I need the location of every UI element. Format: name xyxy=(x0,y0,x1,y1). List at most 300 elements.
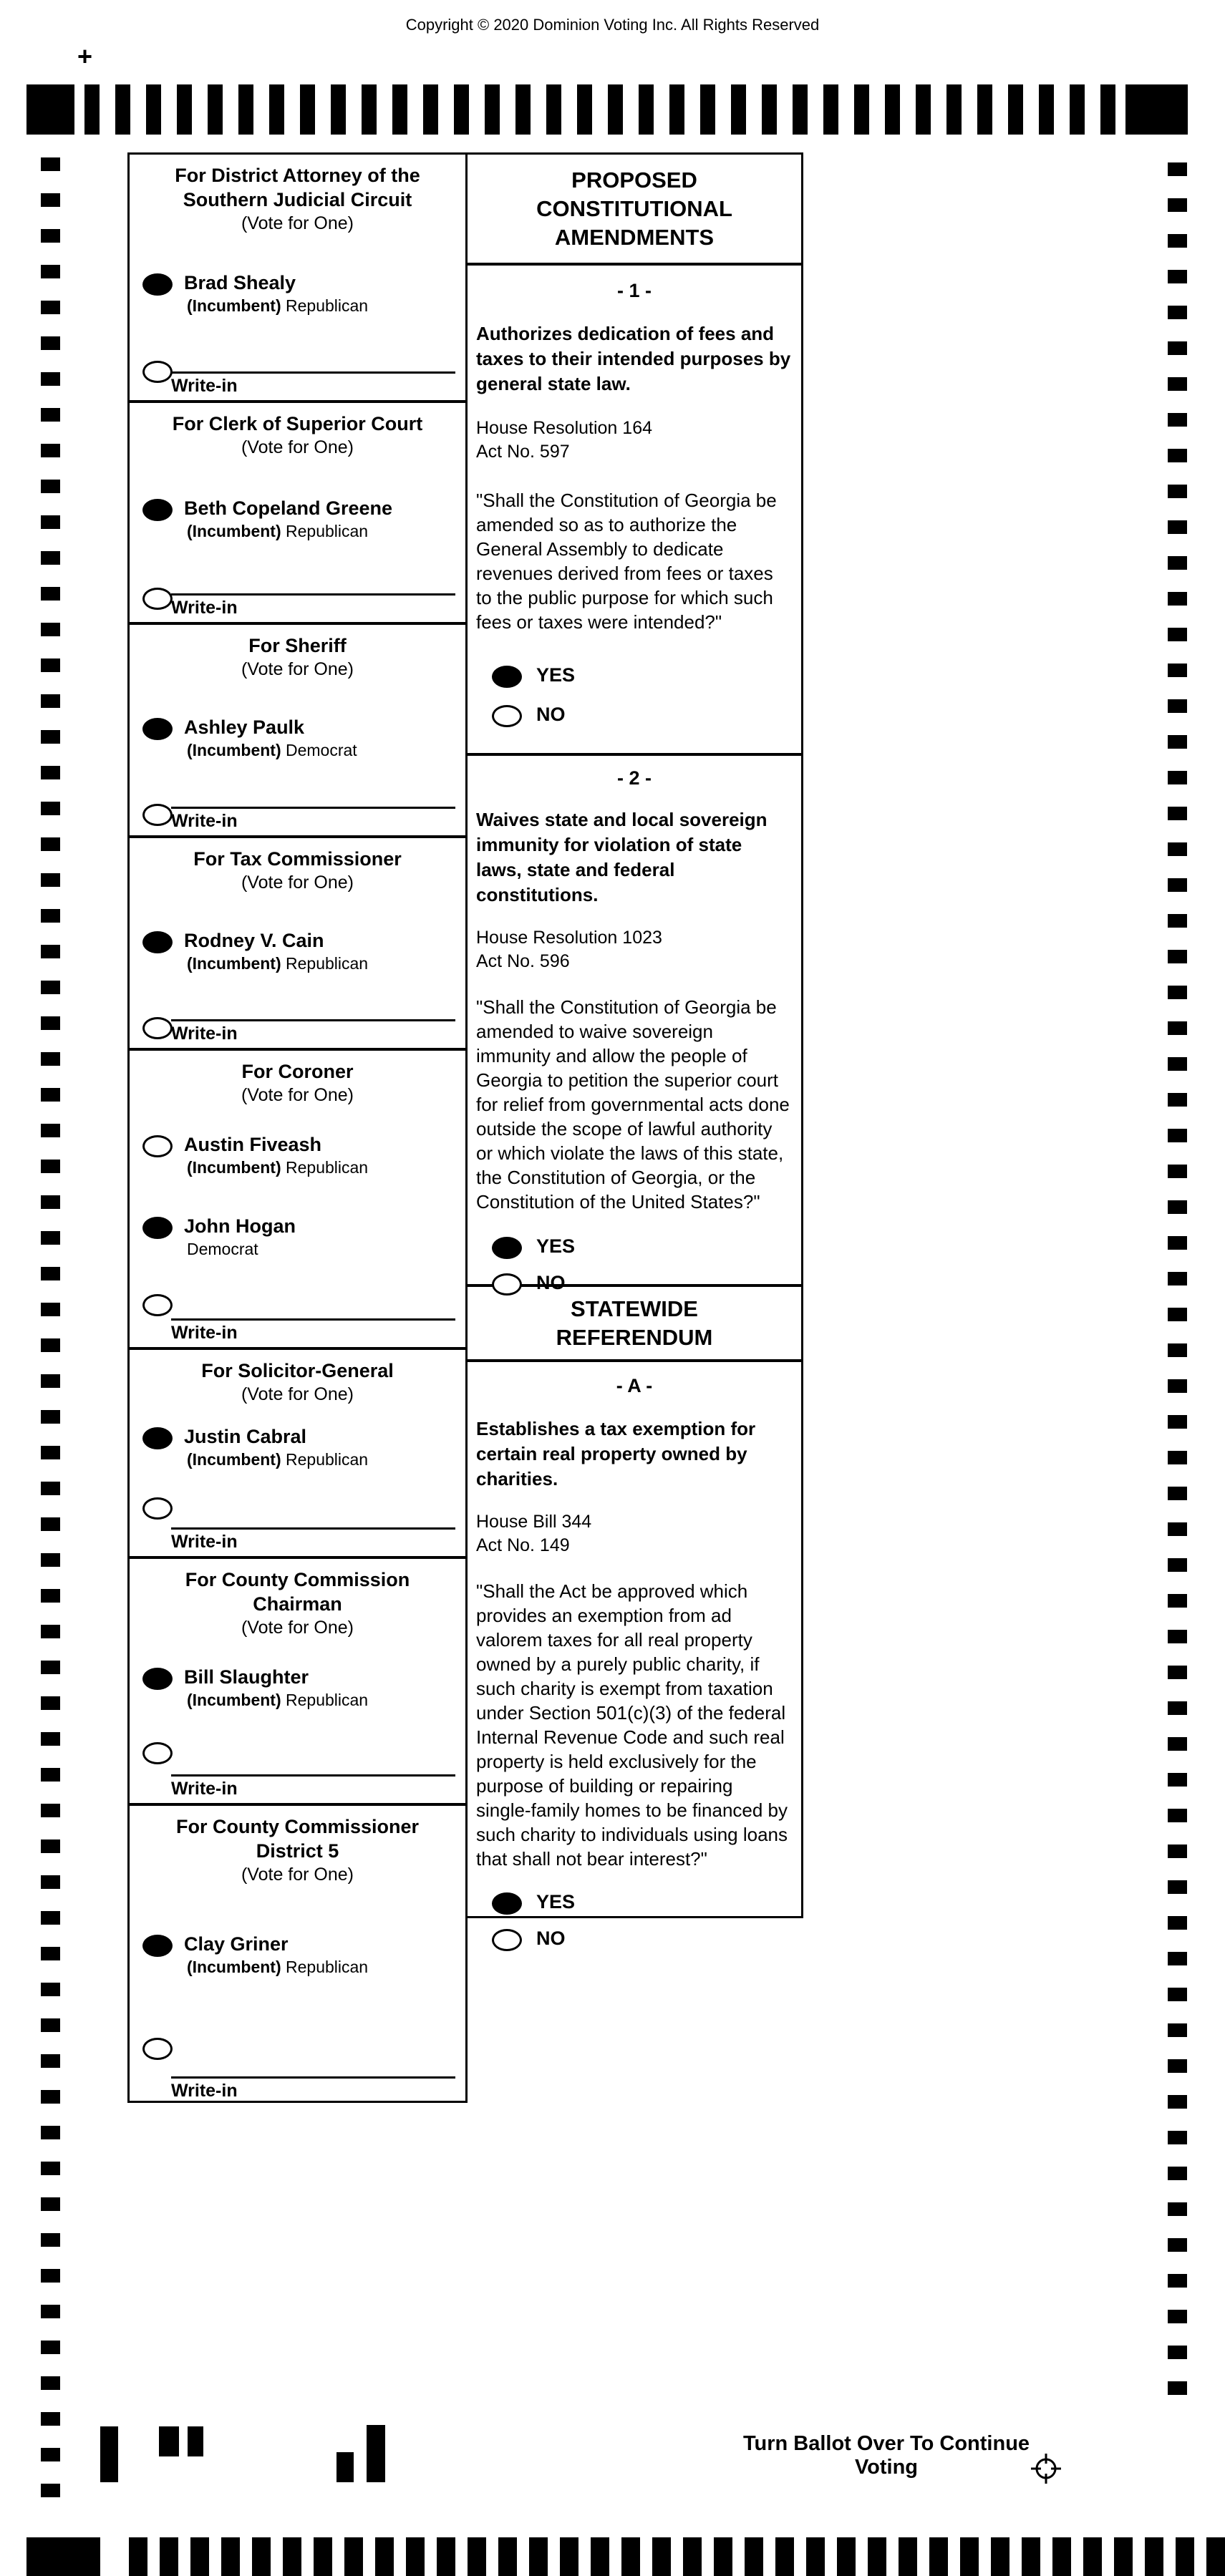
timing-mark xyxy=(1168,1379,1187,1393)
timing-mark xyxy=(899,2537,917,2576)
timing-mark xyxy=(731,84,746,135)
timing-mark xyxy=(1168,520,1187,534)
timing-mark xyxy=(41,1160,60,1173)
timing-mark xyxy=(1168,1522,1187,1536)
bubble-filled-icon[interactable] xyxy=(142,499,173,521)
timing-mark xyxy=(639,84,654,135)
timing-mark xyxy=(41,1732,60,1746)
timing-mark xyxy=(1168,1809,1187,1822)
timing-mark xyxy=(41,981,60,994)
timing-mark xyxy=(41,1338,60,1352)
candidate-name: John Hogan xyxy=(184,1215,296,1237)
timing-mark xyxy=(41,1589,60,1603)
timing-mark xyxy=(1168,878,1187,892)
bubble-filled-icon[interactable] xyxy=(142,1427,173,1449)
timing-mark xyxy=(375,2537,394,2576)
timing-mark xyxy=(1168,699,1187,713)
timing-mark xyxy=(41,1625,60,1638)
write-in-area[interactable] xyxy=(171,2076,455,2101)
timing-mark xyxy=(1168,628,1187,641)
write-in-label: Write-in xyxy=(171,598,238,618)
timing-mark xyxy=(41,945,60,958)
measure-number: - 1 - xyxy=(616,280,652,301)
bubble-empty-icon[interactable] xyxy=(142,2038,173,2060)
timing-mark xyxy=(946,84,962,135)
timing-mark xyxy=(41,1088,60,1102)
write-in-area[interactable] xyxy=(171,1019,455,1044)
contest-solicitor-general xyxy=(130,1350,465,1559)
candidate-detail: (Incumbent) Republican xyxy=(187,954,369,973)
timing-mark xyxy=(41,1016,60,1030)
timing-mark xyxy=(41,265,60,278)
write-in-area[interactable] xyxy=(171,371,455,397)
registration-crosshair-icon xyxy=(1028,2451,1064,2487)
timing-mark xyxy=(1168,1594,1187,1608)
timing-mark xyxy=(41,730,60,744)
barcode-mark xyxy=(336,2452,354,2482)
timing-mark xyxy=(41,2090,60,2104)
candidate-detail: (Incumbent) Democrat xyxy=(187,741,357,759)
timing-mark xyxy=(1168,377,1187,391)
amendments-header xyxy=(468,155,801,266)
timing-mark xyxy=(608,84,623,135)
timing-mark xyxy=(41,1231,60,1245)
timing-mark xyxy=(41,623,60,636)
timing-mark xyxy=(41,1303,60,1316)
timing-mark xyxy=(41,301,60,314)
write-in-area[interactable] xyxy=(171,1774,455,1799)
timing-mark xyxy=(885,84,900,135)
measure-referendum-a xyxy=(468,1374,801,1955)
measure-amendment-2 xyxy=(468,766,801,1293)
candidate-detail: (Incumbent) Republican xyxy=(187,1450,369,1469)
timing-mark xyxy=(41,1875,60,1889)
bubble-empty-icon[interactable] xyxy=(142,361,173,383)
timing-mark xyxy=(1168,1988,1187,2001)
timing-mark xyxy=(1145,2537,1163,2576)
contest-title: District 5 xyxy=(256,1840,339,1862)
measure-authority: House Bill 344 Act No. 149 xyxy=(476,1512,592,1555)
timing-mark xyxy=(41,551,60,565)
timing-mark xyxy=(221,2537,240,2576)
timing-mark xyxy=(283,2537,301,2576)
contest-coroner xyxy=(130,1051,465,1350)
no-option-label: NO xyxy=(536,704,566,725)
timing-mark xyxy=(423,84,438,135)
timing-mark xyxy=(806,2537,825,2576)
timing-mark xyxy=(591,2537,609,2576)
timing-mark xyxy=(468,2537,486,2576)
timing-mark xyxy=(960,2537,979,2576)
timing-mark xyxy=(529,2537,548,2576)
timing-mark xyxy=(1168,2059,1187,2073)
timing-mark xyxy=(314,2537,332,2576)
timing-mark xyxy=(41,1947,60,1960)
write-in-area[interactable] xyxy=(171,1318,455,1343)
timing-mark xyxy=(1168,1200,1187,1214)
vote-instruction: (Vote for One) xyxy=(241,659,354,679)
contest-sheriff xyxy=(130,625,465,838)
timing-mark xyxy=(1168,413,1187,427)
timing-mark xyxy=(41,694,60,708)
timing-mark xyxy=(854,84,869,135)
timing-mark xyxy=(762,84,777,135)
no-option-label: NO xyxy=(536,1272,566,1293)
timing-mark xyxy=(1168,449,1187,462)
bubble-filled-icon[interactable] xyxy=(142,1217,173,1239)
timing-mark xyxy=(41,1374,60,1388)
timing-mark xyxy=(1168,341,1187,355)
timing-mark xyxy=(406,2537,425,2576)
timing-mark xyxy=(1168,1701,1187,1715)
barcode-mark xyxy=(188,2426,203,2456)
timing-mark xyxy=(1168,1916,1187,1930)
bubble-empty-icon[interactable] xyxy=(142,1742,173,1764)
bubble-empty-icon[interactable] xyxy=(142,1497,173,1520)
timing-mark xyxy=(837,2537,856,2576)
timing-mark xyxy=(1168,2167,1187,2180)
timing-mark xyxy=(1168,842,1187,856)
timing-mark xyxy=(1168,2023,1187,2037)
timing-mark xyxy=(41,2233,60,2247)
timing-mark xyxy=(1168,914,1187,928)
bubble-filled-icon[interactable] xyxy=(492,1892,522,1915)
candidate-detail: (Incumbent) Republican xyxy=(187,1158,369,1177)
timing-mark xyxy=(1168,664,1187,677)
measure-question: "Shall the Constitution of Georgia be amended so as to authorize the General Assembly to dedicate revenues derived from fees or taxes to the public purpose for which such fees or taxes were intended?" xyxy=(476,490,777,633)
timing-mark xyxy=(1168,2238,1187,2252)
timing-mark xyxy=(1168,1165,1187,1178)
timing-mark xyxy=(916,84,931,135)
measure-question: "Shall the Constitution of Georgia be amended to waive sovereign immunity and allow the people of Georgia to petition the superior court for relief from governmental acts done outside the scope of lawful authority or which violate the laws of this state, the Constitution of Georgia, or the Constitution of the United States?" xyxy=(476,996,790,1212)
contest-title: For District Attorney of the xyxy=(175,165,420,186)
bubble-empty-icon[interactable] xyxy=(492,1273,522,1296)
yes-option-label: YES xyxy=(536,1235,576,1257)
candidate-name: Clay Griner xyxy=(184,1933,289,1955)
timing-mark xyxy=(41,1768,60,1782)
timing-mark xyxy=(41,2269,60,2283)
yes-option-label: YES xyxy=(536,664,576,686)
timing-corner-block xyxy=(26,2537,100,2576)
header-line: STATEWIDE xyxy=(571,1296,698,1321)
timing-mark xyxy=(41,1696,60,1710)
timing-mark xyxy=(1168,2095,1187,2109)
measure-question: "Shall the Act be approved which provides an exemption from ad valorem taxes for all real property owned by a purely public charity, if such charity is exempt from taxation under Section 501(c)(3) of the federal Internal Revenue Code and such real property is held exclusively for the purpose of building or repairing single-family homes to be financed by such charity to individuals using loans that shall not bear interest?" xyxy=(476,1580,788,1870)
timing-mark xyxy=(823,84,838,135)
timing-mark xyxy=(300,84,315,135)
timing-mark xyxy=(160,2537,178,2576)
contest-clerk-superior-court xyxy=(130,403,465,625)
timing-mark xyxy=(1168,2381,1187,2395)
timing-mark xyxy=(577,84,592,135)
write-in-label: Write-in xyxy=(171,1532,238,1552)
timing-mark xyxy=(683,2537,702,2576)
header-line: PROPOSED xyxy=(571,167,697,193)
timing-mark xyxy=(41,444,60,457)
timing-mark xyxy=(41,1911,60,1925)
write-in-label: Write-in xyxy=(171,2081,238,2101)
timing-mark xyxy=(41,408,60,422)
timing-mark xyxy=(41,193,60,207)
bubble-filled-icon[interactable] xyxy=(142,1935,173,1957)
contest-title: For Sheriff xyxy=(248,635,347,656)
vote-instruction: (Vote for One) xyxy=(241,437,354,457)
contest-title: For Coroner xyxy=(241,1061,354,1082)
timing-mark xyxy=(1168,1236,1187,1250)
timing-mark xyxy=(1168,1630,1187,1643)
bubble-filled-icon[interactable] xyxy=(142,718,173,740)
timing-mark xyxy=(41,802,60,815)
candidate-detail: (Incumbent) Republican xyxy=(187,296,369,315)
timing-mark xyxy=(41,1517,60,1531)
candidate-detail: Democrat xyxy=(187,1240,258,1258)
timing-mark xyxy=(41,766,60,779)
timing-mark xyxy=(775,2537,794,2576)
timing-mark xyxy=(190,2537,209,2576)
timing-mark xyxy=(41,2412,60,2426)
no-option-label: NO xyxy=(536,1928,566,1949)
timing-mark xyxy=(41,2341,60,2354)
candidate-name: Brad Shealy xyxy=(184,272,296,293)
timing-mark xyxy=(1168,1880,1187,1894)
timing-mark xyxy=(1168,986,1187,999)
timing-mark xyxy=(1168,234,1187,248)
timing-mark xyxy=(546,84,561,135)
write-in-area[interactable] xyxy=(171,807,455,832)
timing-mark xyxy=(115,84,130,135)
timing-mark xyxy=(1168,771,1187,784)
candidate-name: Rodney V. Cain xyxy=(184,930,324,951)
contest-title: For Solicitor-General xyxy=(201,1360,394,1381)
contest-title: Southern Judicial Circuit xyxy=(183,189,412,210)
timing-mark xyxy=(208,84,223,135)
timing-mark xyxy=(1168,1844,1187,1858)
measure-summary: Waives state and local sovereign immunity for violation of state laws, state and federal constitutions. xyxy=(476,809,768,905)
vote-instruction: (Vote for One) xyxy=(241,213,354,233)
contest-column xyxy=(127,152,468,2103)
timing-mark xyxy=(868,2537,886,2576)
timing-mark xyxy=(41,1052,60,1066)
timing-mark xyxy=(1168,807,1187,820)
contest-tax-commissioner xyxy=(130,838,465,1051)
write-in-label: Write-in xyxy=(171,1024,238,1044)
timing-mark xyxy=(1168,1272,1187,1285)
turn-ballot-over-text: Turn Ballot Over To Continue Voting xyxy=(742,2432,1030,2479)
timing-mark xyxy=(41,2054,60,2068)
timing-mark xyxy=(41,2448,60,2461)
timing-mark xyxy=(700,84,715,135)
timing-mark xyxy=(1168,1487,1187,1500)
timing-mark xyxy=(41,2376,60,2390)
timing-mark xyxy=(1168,1415,1187,1429)
vote-instruction: (Vote for One) xyxy=(241,1618,354,1638)
contest-commission-chairman xyxy=(130,1559,465,1806)
timing-mark xyxy=(41,1482,60,1495)
candidate-detail: (Incumbent) Republican xyxy=(187,522,369,540)
write-in-label: Write-in xyxy=(171,811,238,831)
timing-mark xyxy=(344,2537,363,2576)
bubble-filled-icon[interactable] xyxy=(492,1237,522,1259)
timing-mark xyxy=(41,480,60,493)
timing-mark xyxy=(1168,1773,1187,1787)
timing-mark xyxy=(1168,592,1187,606)
timing-corner-block xyxy=(26,84,74,135)
timing-mark xyxy=(1168,1308,1187,1321)
timing-mark xyxy=(1100,84,1115,135)
timing-mark xyxy=(41,1983,60,1996)
contest-title: For Clerk of Superior Court xyxy=(172,413,423,434)
timing-mark xyxy=(669,84,684,135)
timing-mark xyxy=(41,2162,60,2175)
bubble-empty-icon[interactable] xyxy=(142,1017,173,1039)
measure-amendment-1 xyxy=(468,278,801,756)
timing-mark xyxy=(41,2305,60,2318)
timing-mark xyxy=(41,2018,60,2032)
timing-mark xyxy=(41,1661,60,1674)
timing-mark xyxy=(621,2537,640,2576)
timing-mark xyxy=(41,658,60,672)
candidate-name: Justin Cabral xyxy=(184,1426,307,1447)
vote-instruction: (Vote for One) xyxy=(241,873,354,893)
bubble-empty-icon[interactable] xyxy=(492,705,522,727)
timing-mark xyxy=(454,84,469,135)
write-in-area[interactable] xyxy=(171,1527,455,1552)
timing-mark xyxy=(41,372,60,386)
referendum-header xyxy=(468,1287,801,1362)
measure-authority: House Resolution 164 Act No. 597 xyxy=(476,418,652,462)
timing-mark xyxy=(1083,2537,1102,2576)
timing-mark xyxy=(437,2537,455,2576)
bubble-empty-icon[interactable] xyxy=(492,1929,522,1951)
timing-mark xyxy=(1168,1952,1187,1965)
timing-mark xyxy=(392,84,407,135)
contest-title: For County Commissioner xyxy=(175,1816,420,1837)
timing-mark xyxy=(84,84,100,135)
header-line: CONSTITUTIONAL xyxy=(536,195,732,221)
stub-number: 20 xyxy=(372,2432,387,2448)
timing-mark xyxy=(1039,84,1054,135)
timing-mark xyxy=(41,1267,60,1280)
bubble-empty-icon[interactable] xyxy=(142,804,173,826)
bubble-empty-icon[interactable] xyxy=(142,1135,173,1157)
bubble-empty-icon[interactable] xyxy=(142,588,173,610)
timing-mark xyxy=(1168,198,1187,212)
timing-mark xyxy=(1070,84,1085,135)
candidate-detail: (Incumbent) Republican xyxy=(187,1691,369,1709)
write-in-label: Write-in xyxy=(171,376,238,396)
write-in-label: Write-in xyxy=(171,1323,238,1343)
timing-mark xyxy=(177,84,192,135)
timing-mark xyxy=(1168,1558,1187,1572)
timing-mark xyxy=(269,84,284,135)
timing-mark xyxy=(498,2537,517,2576)
timing-mark xyxy=(1114,2537,1133,2576)
timing-mark xyxy=(652,2537,671,2576)
timing-mark xyxy=(1168,1737,1187,1751)
registration-plus-icon: + xyxy=(77,42,93,71)
write-in-area[interactable] xyxy=(171,593,455,618)
measure-authority: House Resolution 1023 Act No. 596 xyxy=(476,928,662,971)
timing-mark xyxy=(41,837,60,851)
timing-mark xyxy=(714,2537,732,2576)
timing-mark xyxy=(41,1839,60,1853)
timing-mark xyxy=(929,2537,948,2576)
candidate-name: Beth Copeland Greene xyxy=(184,497,393,519)
yes-option-label: YES xyxy=(536,1891,576,1912)
timing-mark xyxy=(991,2537,1009,2576)
timing-mark xyxy=(41,909,60,923)
contest-district-attorney xyxy=(130,155,465,403)
vote-instruction: (Vote for One) xyxy=(241,1865,354,1885)
timing-mark xyxy=(1168,2310,1187,2323)
timing-mark xyxy=(41,2197,60,2211)
timing-mark xyxy=(1168,556,1187,570)
timing-mark xyxy=(41,515,60,529)
timing-mark xyxy=(1168,2202,1187,2216)
timing-mark xyxy=(1008,84,1023,135)
candidate-name: Bill Slaughter xyxy=(184,1666,309,1688)
timing-mark xyxy=(41,1804,60,1817)
timing-mark xyxy=(41,1124,60,1137)
bubble-empty-icon[interactable] xyxy=(142,1294,173,1316)
bubble-filled-icon[interactable] xyxy=(492,666,522,688)
timing-mark xyxy=(331,84,346,135)
timing-mark xyxy=(1168,2274,1187,2288)
vote-instruction: (Vote for One) xyxy=(241,1384,354,1404)
timing-mark xyxy=(41,336,60,350)
timing-mark xyxy=(1168,1666,1187,1679)
timing-mark xyxy=(1168,1021,1187,1035)
header-line: AMENDMENTS xyxy=(554,224,715,250)
timing-mark xyxy=(1168,485,1187,498)
timing-mark xyxy=(41,1195,60,1209)
header-line: REFERENDUM xyxy=(556,1324,713,1350)
timing-mark xyxy=(252,2537,271,2576)
timing-mark xyxy=(515,84,531,135)
timing-mark xyxy=(1168,2131,1187,2144)
candidate-detail: (Incumbent) Republican xyxy=(187,1958,369,1976)
timing-mark xyxy=(1168,1343,1187,1357)
write-in-label: Write-in xyxy=(171,1779,238,1799)
bubble-filled-icon[interactable] xyxy=(142,273,173,296)
timing-mark xyxy=(1168,1093,1187,1107)
timing-mark xyxy=(793,84,808,135)
timing-mark xyxy=(238,84,253,135)
timing-mark xyxy=(41,1446,60,1459)
timing-mark xyxy=(362,84,377,135)
timing-mark xyxy=(1176,2537,1194,2576)
timing-mark xyxy=(1022,2537,1040,2576)
timing-mark xyxy=(41,873,60,887)
bubble-filled-icon[interactable] xyxy=(142,1668,173,1690)
timing-mark xyxy=(41,1553,60,1567)
timing-mark xyxy=(485,84,500,135)
copyright-text: Copyright © 2020 Dominion Voting Inc. All Rights Reserved xyxy=(405,16,820,34)
timing-mark xyxy=(41,229,60,243)
timing-mark xyxy=(1052,2537,1071,2576)
timing-mark xyxy=(41,587,60,601)
measure-number: - A - xyxy=(616,1375,653,1396)
timing-mark xyxy=(1168,270,1187,283)
timing-mark xyxy=(1168,162,1187,176)
timing-mark xyxy=(1206,2537,1225,2576)
bubble-filled-icon[interactable] xyxy=(142,931,173,953)
timing-mark xyxy=(1168,1129,1187,1142)
candidate-name: Ashley Paulk xyxy=(184,716,305,738)
measure-summary: Establishes a tax exemption for certain real property owned by charities. xyxy=(476,1418,756,1489)
timing-mark xyxy=(146,84,161,135)
timing-mark xyxy=(1168,950,1187,963)
